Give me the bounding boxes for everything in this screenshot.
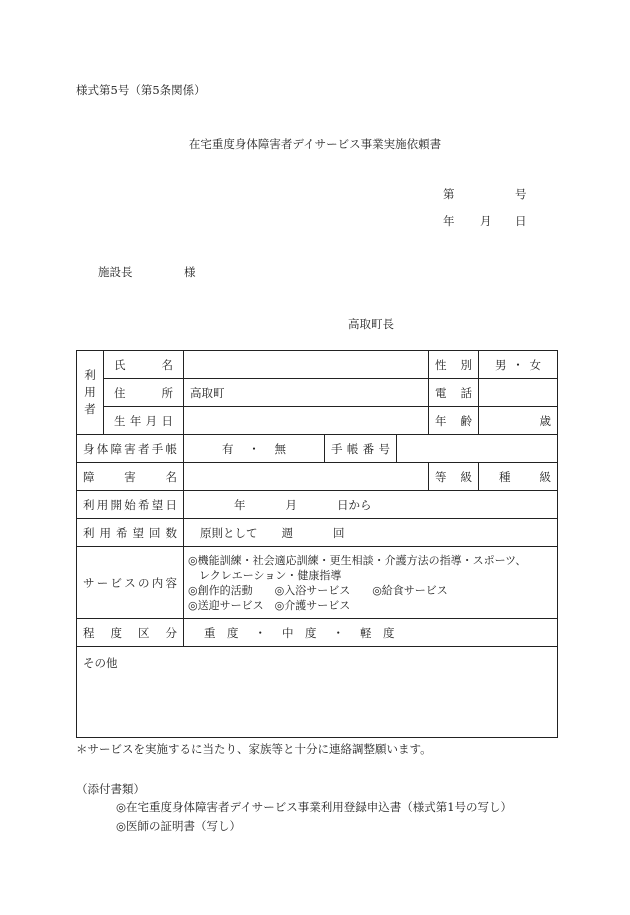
date-month: 月 [480, 214, 492, 228]
service-line: ◎創作的活動 ◎入浴サービス ◎給食サービス [188, 583, 448, 597]
frequency-field[interactable]: 原則として 週 回 [184, 519, 558, 547]
birth-label: 生 年 月 日 [104, 407, 184, 435]
disability-field[interactable] [184, 463, 429, 491]
handbook-number-label: 手 帳 番 号 [325, 435, 397, 463]
page-title: 在宅重度身体障害者デイサービス事業実施依頼書 [188, 137, 442, 151]
addressee: 施設長 [98, 265, 133, 279]
attachment-item: ◎在宅重度身体障害者デイサービス事業利用登録申込書（様式第1号の写し） [116, 800, 513, 814]
date-day: 日 [515, 214, 527, 228]
service-line: レクレエーション・健康指導 [188, 568, 342, 582]
request-form-table [76, 350, 558, 738]
doc-no-suffix: 号 [515, 187, 527, 201]
sex-label: 性 別 [429, 351, 479, 379]
address-field[interactable]: 高取町 [184, 379, 429, 407]
other-label: その他 [83, 656, 118, 670]
sex-options[interactable]: 男 ・ 女 [479, 351, 558, 379]
attachment-item: ◎医師の証明書（写し） [116, 819, 242, 833]
age-field[interactable] [479, 407, 558, 435]
attachments-label: （添付書類） [76, 782, 145, 796]
address-label: 住 所 [104, 379, 184, 407]
grade-label: 等 級 [429, 463, 479, 491]
disability-label: 障 害 名 [77, 463, 184, 491]
name-field[interactable] [184, 351, 429, 379]
grade-field[interactable]: 種 級 [479, 463, 558, 491]
handbook-number-field[interactable] [397, 435, 558, 463]
name-label: 氏 名 [104, 351, 184, 379]
service-label: サ ー ビ ス の 内 容 [77, 547, 184, 619]
service-line: ◎送迎サービス ◎介護サービス [188, 598, 351, 612]
handbook-label: 身 体 障 害 者 手 帳 [77, 435, 184, 463]
service-content[interactable] [184, 547, 558, 619]
start-date-label: 利 用 開 始 希 望 日 [77, 491, 184, 519]
birth-field[interactable] [184, 407, 429, 435]
degree-options[interactable]: 重 度 ・ 中 度 ・ 軽 度 [184, 619, 558, 647]
sender: 高取町長 [348, 317, 394, 331]
user-group-label: 利 用 者 [77, 351, 104, 435]
other-field[interactable] [77, 647, 558, 738]
honorific: 様 [184, 265, 196, 279]
start-date-field[interactable]: 年 月 日から [184, 491, 558, 519]
degree-label: 程 度 区 分 [77, 619, 184, 647]
form-number: 様式第5号（第5条関係） [76, 83, 206, 97]
service-line: ◎機能訓練・社会適応訓練・更生相談・介護方法の指導・スポーツ、 [188, 553, 527, 567]
handbook-options[interactable]: 有 ・ 無 [184, 435, 325, 463]
age-unit: 歳 [539, 413, 552, 428]
note: ＊サービスを実施するに当たり、家族等と十分に連絡調整願います。 [76, 742, 432, 756]
age-label: 年 齢 [429, 407, 479, 435]
frequency-label: 利 用 希 望 回 数 [77, 519, 184, 547]
phone-label: 電 話 [429, 379, 479, 407]
date-year: 年 [443, 214, 455, 228]
doc-no-prefix: 第 [443, 187, 455, 201]
phone-field[interactable] [479, 379, 558, 407]
